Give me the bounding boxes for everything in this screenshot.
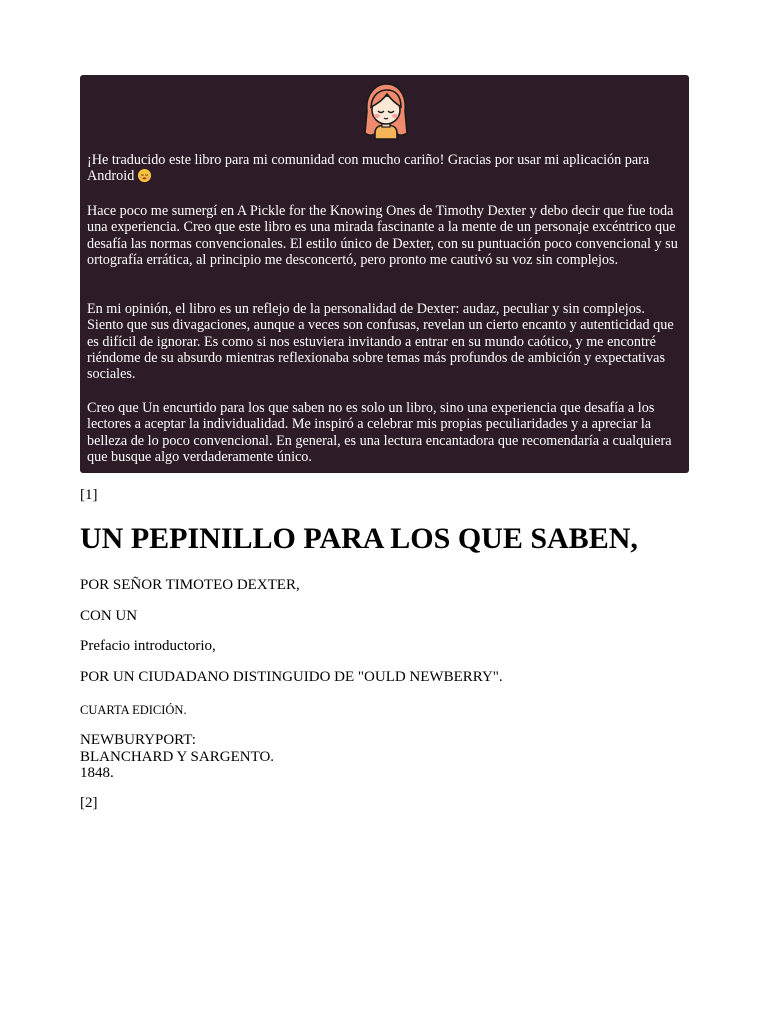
translator-note-paragraph: Hace poco me sumergí en A Pickle for the Knowing Ones de Timothy Dexter y debo decir que fue toda una experiencia. Creo que este libro es una mirada fascinante a la mente de un personaje excéntrico que desafía las normas convencionales. El estilo único de Dexter, con su puntuación poco convencional y su ortografía errática, al principio me desconcertó, pero pronto me cautivó su voz sin complejos. (87, 203, 678, 268)
shy-face-emoji-icon (137, 168, 152, 183)
author-line: POR SEÑOR TIMOTEO DEXTER, (80, 577, 300, 593)
translator-note-box (80, 75, 689, 473)
book-title: UN PEPINILLO PARA LOS QUE SABEN, (80, 522, 638, 555)
page-marker: [2] (80, 795, 98, 811)
imprint-year: 1848. (80, 765, 114, 782)
translator-note-paragraph: Creo que Un encurtido para los que saben no es solo un libro, sino una experiencia que desafía a los lectores a aceptar la individualidad. Me inspiró a celebrar mis propias peculiaridades y a apreciar la belleza de lo poco convencional. En general, es una lectura encantadora que recomendaría a cualquiera que busque algo verdaderamente único. (87, 400, 672, 465)
edition-line: CUARTA EDICIÓN. (80, 703, 187, 717)
translator-note-intro: ¡He traducido este libro para mi comunidad con mucho cariño! Gracias por usar mi aplicación para Android (87, 152, 650, 185)
preface-line: Prefacio introductorio, (80, 638, 216, 654)
citizen-line: POR UN CIUDADANO DISTINGUIDO DE "OULD NEWBERRY". (80, 669, 503, 685)
translator-note-paragraph: En mi opinión, el libro es un reflejo de la personalidad de Dexter: audaz, peculiar y sin complejos. Siento que sus divagaciones, aunque a veces son confusas, revelan un cierto encanto y autenticidad que es difícil de ignorar. Es como si nos estuviera invitando a entrar en su mundo caótico, y me encontré riéndome de su absurdo mientras reflexionaba sobre temas más profundos de ambición y expectativas sociales. (87, 301, 674, 383)
imprint-publisher: BLANCHARD Y SARGENTO. (80, 748, 275, 765)
girl-avatar-icon (357, 81, 415, 141)
page-marker: [1] (80, 487, 98, 503)
with-line: CON UN (80, 608, 138, 624)
imprint-city: NEWBURYPORT: (80, 732, 196, 748)
imprint (80, 732, 274, 782)
